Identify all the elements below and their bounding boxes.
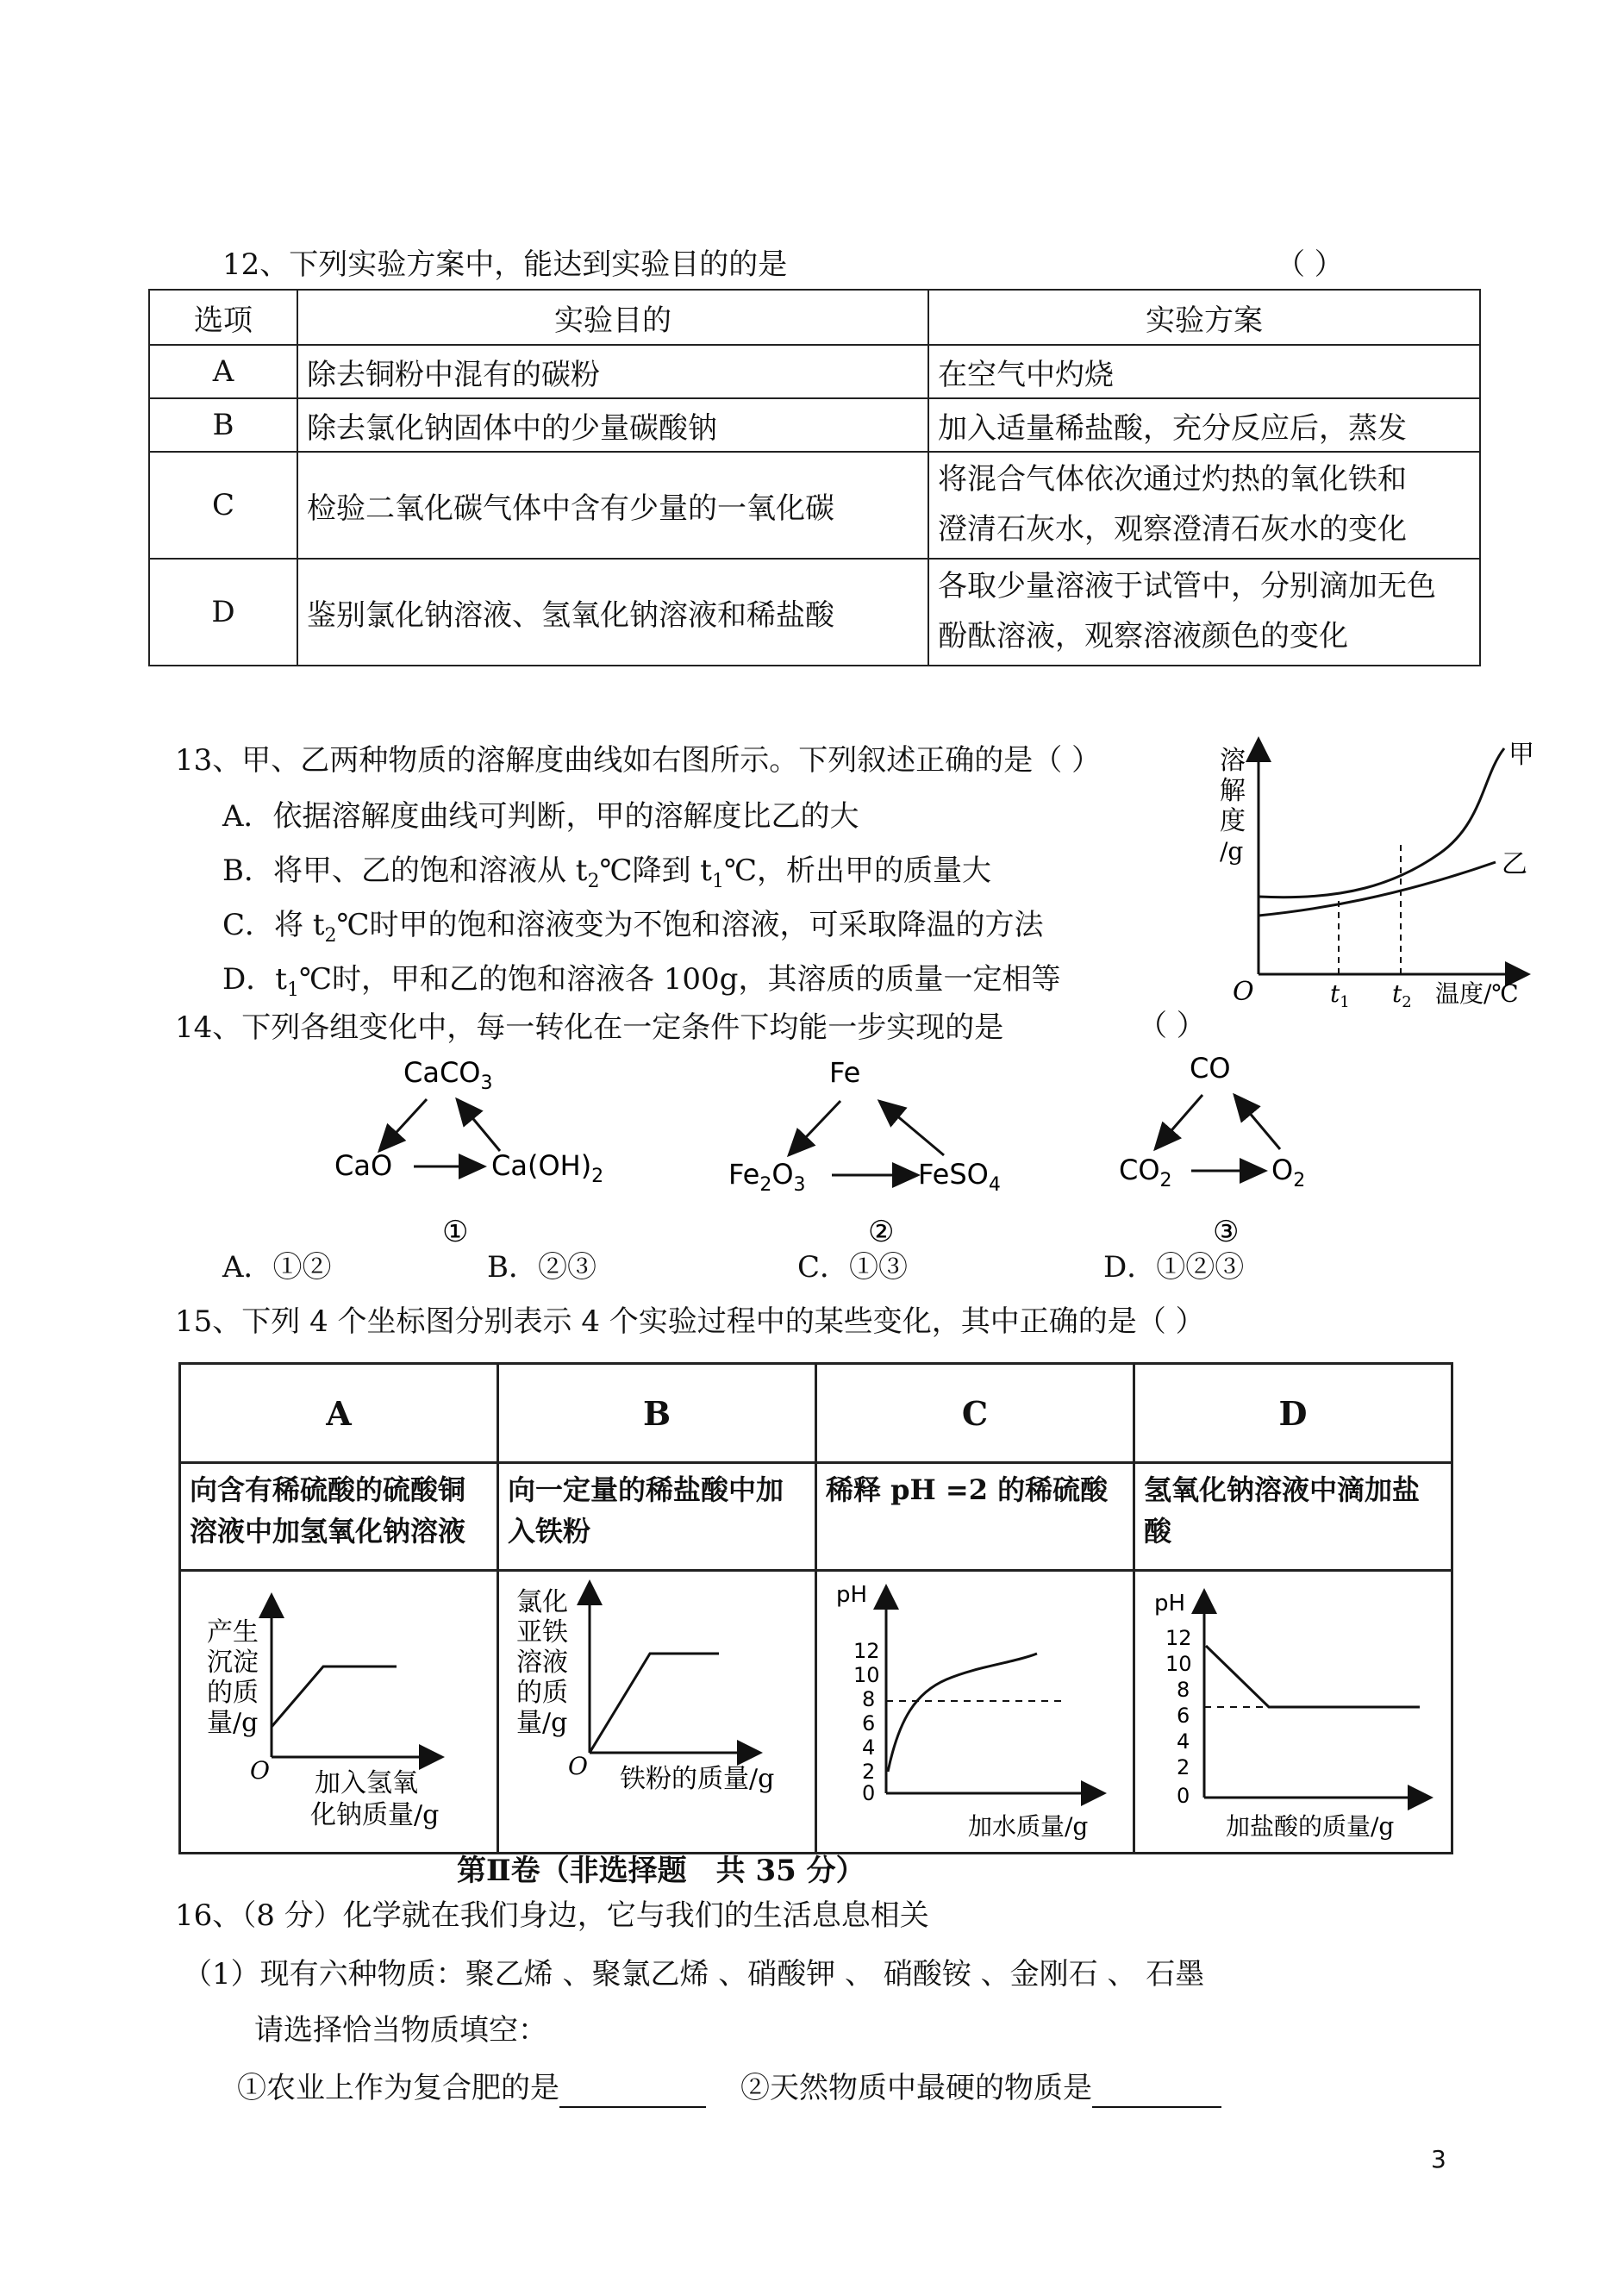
- svg-text:12: 12: [1165, 1626, 1192, 1650]
- svg-text:10: 10: [1165, 1652, 1192, 1676]
- svg-text:氯化: 氯化: [516, 1587, 568, 1617]
- row-option: C: [149, 452, 297, 559]
- row-plan: 加入适量稀盐酸，充分反应后，蒸发: [928, 398, 1480, 452]
- q15-head-d: D: [1134, 1364, 1452, 1463]
- q14-option-c: C．①③: [797, 1250, 909, 1285]
- svg-text:的质: 的质: [516, 1678, 568, 1708]
- y-label-1: 溶: [1220, 746, 1246, 776]
- table-header-row: [149, 290, 1480, 345]
- q16-line2: 请选择恰当物质填空：: [254, 2013, 547, 2048]
- q13-option-c: C．将 $t_2℃$时甲的饱和溶液变为不饱和溶液，可采取降温的方法: [222, 908, 1044, 947]
- q15-graph-a: [180, 1571, 498, 1854]
- q15-desc-row: [180, 1463, 1452, 1571]
- y-label-3: 度: [1220, 806, 1246, 836]
- t1-label: $t_1$: [1330, 979, 1350, 1011]
- y-label-4: /g: [1220, 837, 1244, 866]
- svg-text:O: O: [568, 1752, 588, 1780]
- part2-title: 第Ⅱ卷（非选择题 共 35 分）: [457, 1854, 865, 1888]
- svg-text:的质: 的质: [207, 1678, 259, 1708]
- q16-fill2-blank[interactable]: [1092, 2071, 1221, 2108]
- q15-graph-b: [498, 1571, 816, 1854]
- q15-graph-c: [816, 1571, 1134, 1854]
- g3-left: $CO_2$: [1119, 1154, 1172, 1191]
- g2-top: Fe: [829, 1056, 861, 1089]
- svg-text:pH: pH: [836, 1582, 868, 1608]
- q15-desc-c: 稀释 pH =2 的稀硫酸: [816, 1463, 1134, 1571]
- svg-text:10: 10: [853, 1663, 880, 1687]
- row-goal: 除去氯化钠固体中的少量碳酸钠: [297, 398, 928, 452]
- origin-label: O: [1233, 977, 1254, 1007]
- series-jia-label: 甲: [1508, 740, 1534, 770]
- q16-stem: 16、（8 分）化学就在我们身边，它与我们的生活息息相关: [175, 1898, 929, 1933]
- x-axis-label: 温度/℃: [1435, 979, 1519, 1008]
- q16-fill-line: [237, 2071, 1221, 2108]
- svg-text:2: 2: [1177, 1755, 1190, 1779]
- q13-option-d: D．$t_1℃$时，甲和乙的饱和溶液各 100g，其溶质的质量一定相等: [222, 962, 1061, 1001]
- q14-option-d: D．①②③: [1103, 1250, 1245, 1285]
- table-row: [149, 345, 1480, 398]
- svg-text:O: O: [250, 1756, 270, 1785]
- q15-head-a: A: [180, 1364, 498, 1463]
- header-goal: 实验目的: [297, 290, 928, 345]
- g3-right: $O_2$: [1271, 1154, 1306, 1191]
- plan-line: 澄清石灰水，观察澄清石灰水的变化: [938, 512, 1407, 547]
- svg-text:6: 6: [862, 1711, 876, 1735]
- row-plan: [928, 452, 1480, 559]
- svg-text:溶液: 溶液: [516, 1648, 568, 1678]
- svg-text:化钠质量/g: 化钠质量/g: [310, 1800, 440, 1830]
- diagram-1: [334, 1056, 603, 1249]
- svg-text:量/g: 量/g: [516, 1708, 568, 1738]
- row-goal: 鉴别氯化钠溶液、氢氧化钠溶液和稀盐酸: [297, 559, 928, 666]
- row-plan: [928, 559, 1480, 666]
- table-row: [149, 398, 1480, 452]
- q13-option-a: A．依据溶解度曲线可判断，甲的溶解度比乙的大: [222, 799, 859, 834]
- q12-stem: 12、下列实验方案中，能达到实验目的的是: [222, 247, 788, 282]
- svg-text:沉淀: 沉淀: [207, 1648, 259, 1678]
- q14-option-b: B．②③: [487, 1250, 597, 1285]
- g1-right: $Ca(OH)_2$: [491, 1149, 604, 1187]
- svg-text:亚铁: 亚铁: [516, 1617, 568, 1648]
- svg-text:0: 0: [862, 1781, 876, 1805]
- row-option: D: [149, 559, 297, 666]
- row-option: A: [149, 345, 297, 398]
- g3-number: ③: [1213, 1215, 1240, 1249]
- q15-header-row: [180, 1364, 1452, 1463]
- svg-text:加盐酸的质量/g: 加盐酸的质量/g: [1226, 1812, 1395, 1841]
- page-number: 3: [1431, 2145, 1446, 2173]
- q14-answer-paren: （ ）: [1138, 1009, 1206, 1043]
- q16-fill2-label: ②天然物质中最硬的物质是: [740, 2071, 1092, 2105]
- q15-stem: 15、下列 4 个坐标图分别表示 4 个实验过程中的某些变化，其中正确的是（ ）: [175, 1304, 1205, 1339]
- g1-left: CaO: [334, 1149, 393, 1182]
- y-label-2: 解: [1220, 776, 1246, 806]
- t2-label: $t_2$: [1392, 979, 1412, 1011]
- table-row: [149, 559, 1480, 666]
- g3-top: CO: [1190, 1052, 1231, 1085]
- svg-text:6: 6: [1177, 1704, 1190, 1728]
- q15-desc-d: 氢氧化钠溶液中滴加盐 酸: [1134, 1463, 1452, 1571]
- q14-stem: 14、下列各组变化中，每一转化在一定条件下均能一步实现的是: [175, 1010, 1004, 1045]
- curve-jia: [1259, 748, 1504, 897]
- g2-left: $Fe_2O_3$: [728, 1158, 806, 1196]
- g1-number: ①: [442, 1215, 469, 1249]
- svg-text:8: 8: [862, 1687, 876, 1711]
- row-goal: 检验二氧化碳气体中含有少量的一氧化碳: [297, 452, 928, 559]
- q15-desc-b: 向一定量的稀盐酸中加 入铁粉: [498, 1463, 816, 1571]
- svg-text:pH: pH: [1154, 1591, 1186, 1617]
- q15-head-b: B: [498, 1364, 816, 1463]
- row-option: B: [149, 398, 297, 452]
- svg-text:8: 8: [1177, 1678, 1190, 1702]
- g1-top: CaCO$_3$: [403, 1056, 493, 1094]
- series-yi-label: 乙: [1502, 849, 1527, 879]
- g2-number: ②: [868, 1215, 895, 1249]
- row-goal: 除去铜粉中混有的碳粉: [297, 345, 928, 398]
- q14-option-a: A．①②: [222, 1250, 332, 1285]
- svg-text:0: 0: [1177, 1784, 1190, 1808]
- q14-diagrams: [319, 1047, 1353, 1263]
- svg-text:4: 4: [1177, 1729, 1190, 1754]
- svg-text:产生: 产生: [207, 1617, 259, 1648]
- plan-line: 酚酞溶液，观察溶液颜色的变化: [938, 619, 1348, 653]
- q16-fill1-label: ①农业上作为复合肥的是: [237, 2071, 559, 2105]
- q16-fill1-blank[interactable]: [559, 2071, 706, 2108]
- q12-table: [148, 289, 1481, 666]
- svg-text:4: 4: [862, 1735, 876, 1760]
- table-row: [149, 452, 1480, 559]
- q15-graph-d: [1134, 1571, 1452, 1854]
- row-plan: 在空气中灼烧: [928, 345, 1480, 398]
- q12-answer-paren: （ ）: [1276, 247, 1344, 282]
- svg-text:2: 2: [862, 1760, 876, 1784]
- svg-text:铁粉的质量/g: 铁粉的质量/g: [620, 1764, 775, 1794]
- header-plan: 实验方案: [928, 290, 1480, 345]
- g2-right: FeSO$_4$: [918, 1158, 1001, 1196]
- diagram-3: [1119, 1052, 1305, 1249]
- q13-solubility-graph: [1190, 724, 1534, 1017]
- q13-stem: 13、甲、乙两种物质的溶解度曲线如右图所示。下列叙述正确的是（ ）: [175, 743, 1102, 778]
- q15-head-c: C: [816, 1364, 1134, 1463]
- curve-yi: [1259, 862, 1496, 916]
- q13-option-b: B．将甲、乙的饱和溶液从 $t_2℃$降到 $t_1℃$，析出甲的质量大: [222, 854, 992, 892]
- svg-text:加入氢氧: 加入氢氧: [315, 1768, 418, 1798]
- svg-text:量/g: 量/g: [207, 1708, 259, 1738]
- svg-text:加水质量/g: 加水质量/g: [968, 1812, 1089, 1841]
- plan-line: 将混合气体依次通过灼热的氧化铁和: [938, 462, 1407, 497]
- q15-desc-a: 向含有稀硫酸的硫酸铜 溶液中加氢氧化钠溶液: [180, 1463, 498, 1571]
- svg-text:12: 12: [853, 1639, 880, 1663]
- diagram-2: [728, 1056, 1001, 1249]
- q15-graph-row: [180, 1571, 1452, 1854]
- q15-table: [178, 1362, 1453, 1854]
- plan-line: 各取少量溶液于试管中，分别滴加无色: [938, 569, 1436, 604]
- header-option: 选项: [149, 290, 297, 345]
- q16-line1: （1）现有六种物质：聚乙烯 、聚氯乙烯 、硝酸钾 、 硝酸铵 、金刚石 、 石墨: [183, 1957, 1205, 1992]
